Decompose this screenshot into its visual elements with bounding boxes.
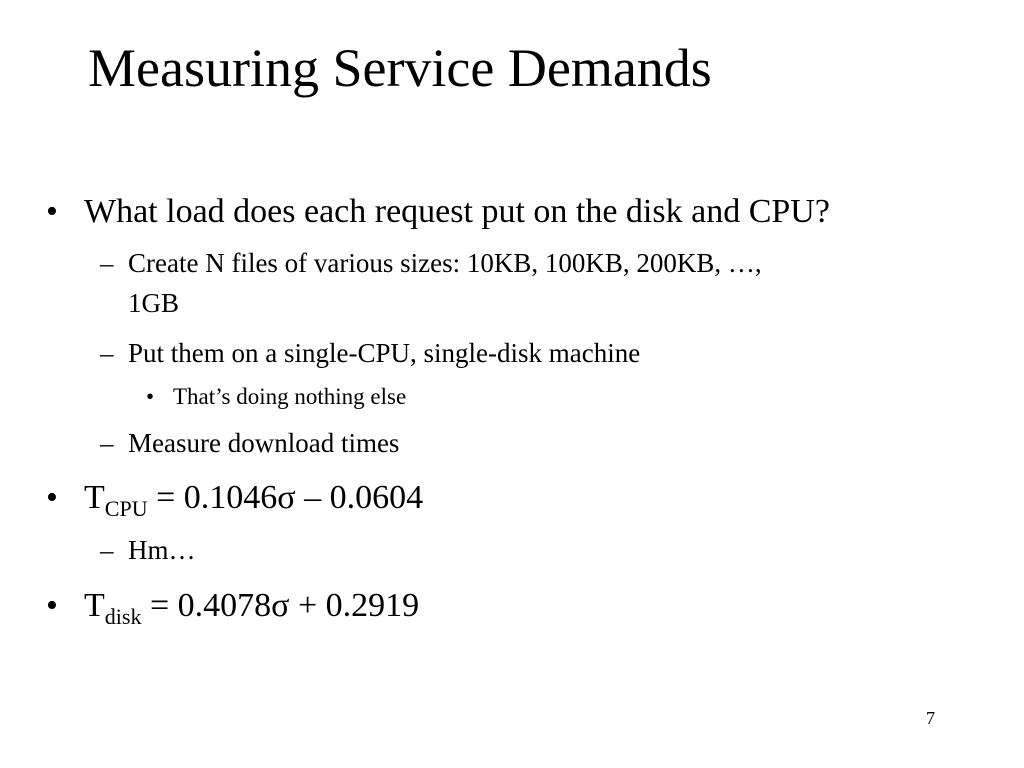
dash-marker: – — [100, 428, 114, 458]
formula-base: T — [84, 587, 105, 624]
bullet-marker: • — [46, 193, 58, 230]
subitem-text-single-machine: Put them on a single-CPU, single-disk machine — [128, 338, 641, 368]
formula-base: T — [84, 479, 105, 516]
dash-marker: – — [100, 338, 114, 368]
bullet-marker: • — [46, 479, 58, 516]
dash-marker: – — [100, 248, 114, 278]
formula-subscript: disk — [104, 604, 142, 629]
subsubitem-text-doing-nothing: That’s doing nothing else — [173, 384, 407, 409]
bullet-marker: • — [46, 587, 58, 624]
formula-rest: = 0.4078σ + 0.2919 — [141, 587, 420, 624]
formula-subscript: CPU — [104, 496, 148, 521]
slide-title: Measuring Service Demands — [88, 38, 712, 98]
bullet-text-load-question: What load does each request put on the disk and CPU? — [84, 193, 830, 230]
formula-t-disk — [84, 586, 419, 629]
dash-marker: – — [100, 535, 114, 565]
subitem-text-create-files: Create N files of various sizes: 10KB, 100KB, 200KB, …, — [128, 248, 762, 278]
bullet-marker: • — [146, 384, 155, 409]
subitem-text-hm: Hm… — [128, 535, 196, 565]
formula-rest: = 0.1046σ – 0.0604 — [147, 479, 424, 516]
page-number: 7 — [926, 708, 935, 728]
subitem-text-measure-download: Measure download times — [128, 428, 400, 458]
subitem-text-create-files-continued: 1GB — [128, 288, 180, 318]
formula-t-cpu — [84, 478, 423, 521]
